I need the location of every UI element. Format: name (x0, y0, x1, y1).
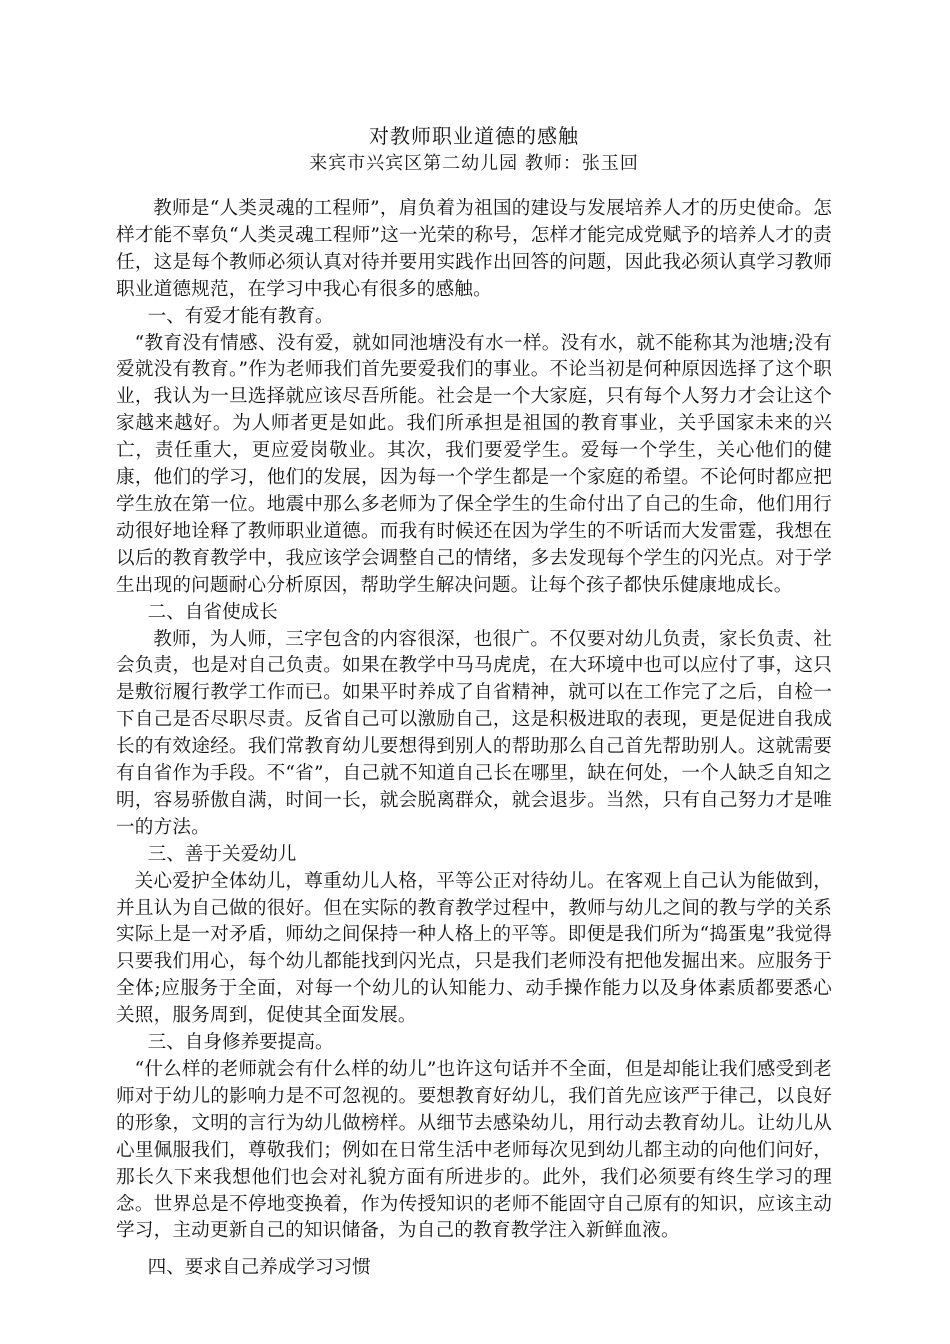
document-byline: 来宾市兴宾区第二幼儿园 教师：张玉回 (309, 153, 639, 174)
section-4-heading: 三、自身修养要提高。 (147, 1032, 334, 1054)
section-2-heading: 二、自省使成长 (147, 601, 278, 623)
section-gap (116, 1245, 832, 1255)
section-1-heading: 一、有爱才能有教育。 (147, 305, 334, 327)
intro-paragraph: 教师是“人类灵魂的工程师”，肩负着为祖国的建设与发展培养人才的历史使命。怎样才能不辜负“人类灵魂工程师”这一光荣的称号，怎样才能完成党赋予的培养人才的责任，这是每个教师必须认真对待并要用实践作出回答的问题，因此我必须认真学习教师职业道德规范，在学习中我心有很多的感触。 (116, 198, 832, 300)
section-3-heading: 三、善于关爱幼儿 (147, 843, 297, 865)
section-5-heading: 四、要求自己养成学习习惯 (147, 1257, 371, 1279)
section-3-body: 关心爱护全体幼儿，尊重幼儿人格，平等公正对待幼儿。在客观上自己认为能做到，并且认为自己做的很好。但在实际的教育教学过程中，教师与幼儿之间的教与学的关系实际上是一对矛盾，师幼之间保持一种人格上的平等。即便是我们所为“捣蛋鬼”我觉得只要我们用心，每个幼儿都能找到闪光点，只是我们老师没有把他发掘出来。应服务于全体;应服务于全面，对每一个幼儿的认知能力、动手操作能力以及身体素质都要悉心关照，服务周到，促使其全面发展。 (116, 870, 832, 1027)
section-2-body: 教师，为人师，三字包含的内容很深，也很广。不仅要对幼儿负责，家长负责、社会负责，也是对自己负责。如果在教学中马马虎虎，在大环境中也可以应付了事，这只是敷衍履行教学工作而已。如果平时养成了自省精神，就可以在工作完了之后，自检一下自己是否尽职尽责。反省自己可以激励自己，这是积极进取的表现，更是促进自我成长的有效途经。我们常教育幼儿要想得到别人的帮助那么自己首先帮助别人。这就需要有自省作为手段。不“省”，自己就不知道自己长在哪里，缺在何处，一个人缺乏自知之明，容易骄傲自满，时间一长，就会脱离群众，就会退步。当然，只有自己努力才是唯一的方法。 (116, 628, 832, 838)
section-4-body: “什么样的老师就会有什么样的幼儿”也许这句话并不全面，但是却能让我们感受到老师对于幼儿的影响力是不可忽视的。要想教育好幼儿，我们首先应该严于律己，以良好的形象，文明的言行为幼儿做榜样。从细节去感染幼儿，用行动去教育幼儿。让幼儿从心里佩服我们，尊敬我们；例如在日常生活中老师每次见到幼儿都主动的向他们问好，那长久下来我想他们也会对礼貌方面有所进步的。此外，我们必须要有终生学习的理念。世界总是不停地变换着，作为传授知识的老师不能固守自己原有的知识，应该主动学习，主动更新自己的知识储备，为自己的教育教学注入新鲜血液。 (116, 1059, 832, 1242)
document-title: 对教师职业道德的感触 (369, 124, 579, 148)
section-1-body: “教育没有情感、没有爱，就如同池塘没有水一样。没有水，就不能称其为池塘;没有爱就没有教育。”作为老师我们首先要爱我们的事业。不论当初是何种原因选择了这个职业，我认为一旦选择就应该尽吾所能。社会是一个大家庭，只有每个人努力才会让这个家越来越好。为人师者更是如此。我们所承担是祖国的教育事业，关乎国家未来的兴亡，责任重大，更应爱岗敬业。其次，我们要爱学生。爱每一个学生，关心他们的健康，他们的学习，他们的发展，因为每一个学生都是一个家庭的希望。不论何时都应把学生放在第一位。地震中那么多老师为了保全学生的生命付出了自己的生命，他们用行动很好地诠释了教师职业道德。而我有时候还在因为学生的不听话而大发雷霆，我想在以后的教育教学中，我应该学会调整自己的情绪，多去发现每个学生的闪光点。对于学生出现的问题耐心分析原因，帮助学生解决问题。让每个孩子都快乐健康地成长。 (116, 332, 832, 596)
